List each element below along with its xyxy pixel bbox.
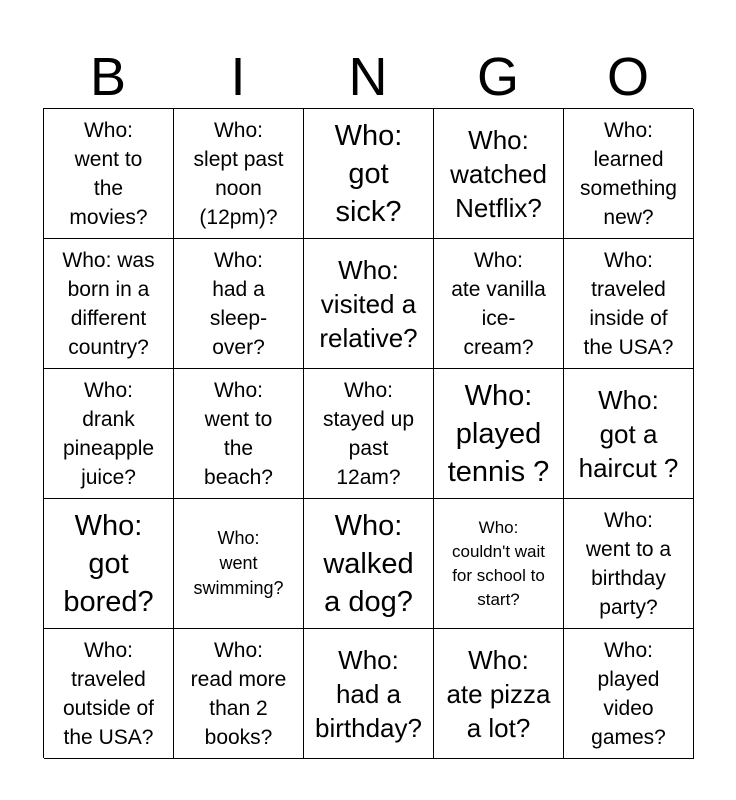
bingo-cell-r3-c5[interactable]: Who: got a haircut ? (564, 369, 694, 499)
header-letter-g: G (476, 47, 519, 107)
bingo-cell-r3-c3[interactable]: Who: stayed up past 12am? (304, 369, 434, 499)
bingo-cell-r5-c2[interactable]: Who: read more than 2 books? (174, 629, 304, 759)
bingo-cell-r3-c4[interactable]: Who: played tennis ? (434, 369, 564, 499)
bingo-cell-r2-c4[interactable]: Who: ate vanilla ice- cream? (434, 239, 564, 369)
bingo-cell-r1-c4[interactable]: Who: watched Netflix? (434, 109, 564, 239)
bingo-cell-r3-c1[interactable]: Who: drank pineapple juice? (44, 369, 174, 499)
bingo-cell-r2-c2[interactable]: Who: had a sleep- over? (174, 239, 304, 369)
bingo-cell-r5-c4[interactable]: Who: ate pizza a lot? (434, 629, 564, 759)
bingo-cell-r4-c3[interactable]: Who: walked a dog? (304, 499, 434, 629)
header-letter-b: B (89, 47, 127, 107)
header-letter-i: I (230, 47, 246, 107)
bingo-cell-r4-c5[interactable]: Who: went to a birthday party? (564, 499, 694, 629)
bingo-cell-r3-c2[interactable]: Who: went to the beach? (174, 369, 304, 499)
bingo-cell-r4-c2[interactable]: Who: went swimming? (174, 499, 304, 629)
bingo-cell-r2-c5[interactable]: Who: traveled inside of the USA? (564, 239, 694, 369)
bingo-cell-r5-c5[interactable]: Who: played video games? (564, 629, 694, 759)
bingo-cell-r4-c4[interactable]: Who: couldn't wait for school to start? (434, 499, 564, 629)
bingo-cell-r5-c1[interactable]: Who: traveled outside of the USA? (44, 629, 174, 759)
bingo-cell-r4-c1[interactable]: Who: got bored? (44, 499, 174, 629)
bingo-grid (43, 108, 693, 758)
header-letter-o: O (606, 47, 649, 107)
bingo-cell-r1-c5[interactable]: Who: learned something new? (564, 109, 694, 239)
bingo-cell-r2-c3[interactable]: Who: visited a relative? (304, 239, 434, 369)
bingo-cell-r1-c2[interactable]: Who: slept past noon (12pm)? (174, 109, 304, 239)
bingo-cell-r5-c3[interactable]: Who: had a birthday? (304, 629, 434, 759)
header-letter-n: N (348, 47, 388, 107)
bingo-cell-r2-c1[interactable]: Who: was born in a different country? (44, 239, 174, 369)
bingo-cell-r1-c1[interactable]: Who: went to the movies? (44, 109, 174, 239)
bingo-header (43, 44, 693, 108)
bingo-cell-r1-c3[interactable]: Who: got sick? (304, 109, 434, 239)
